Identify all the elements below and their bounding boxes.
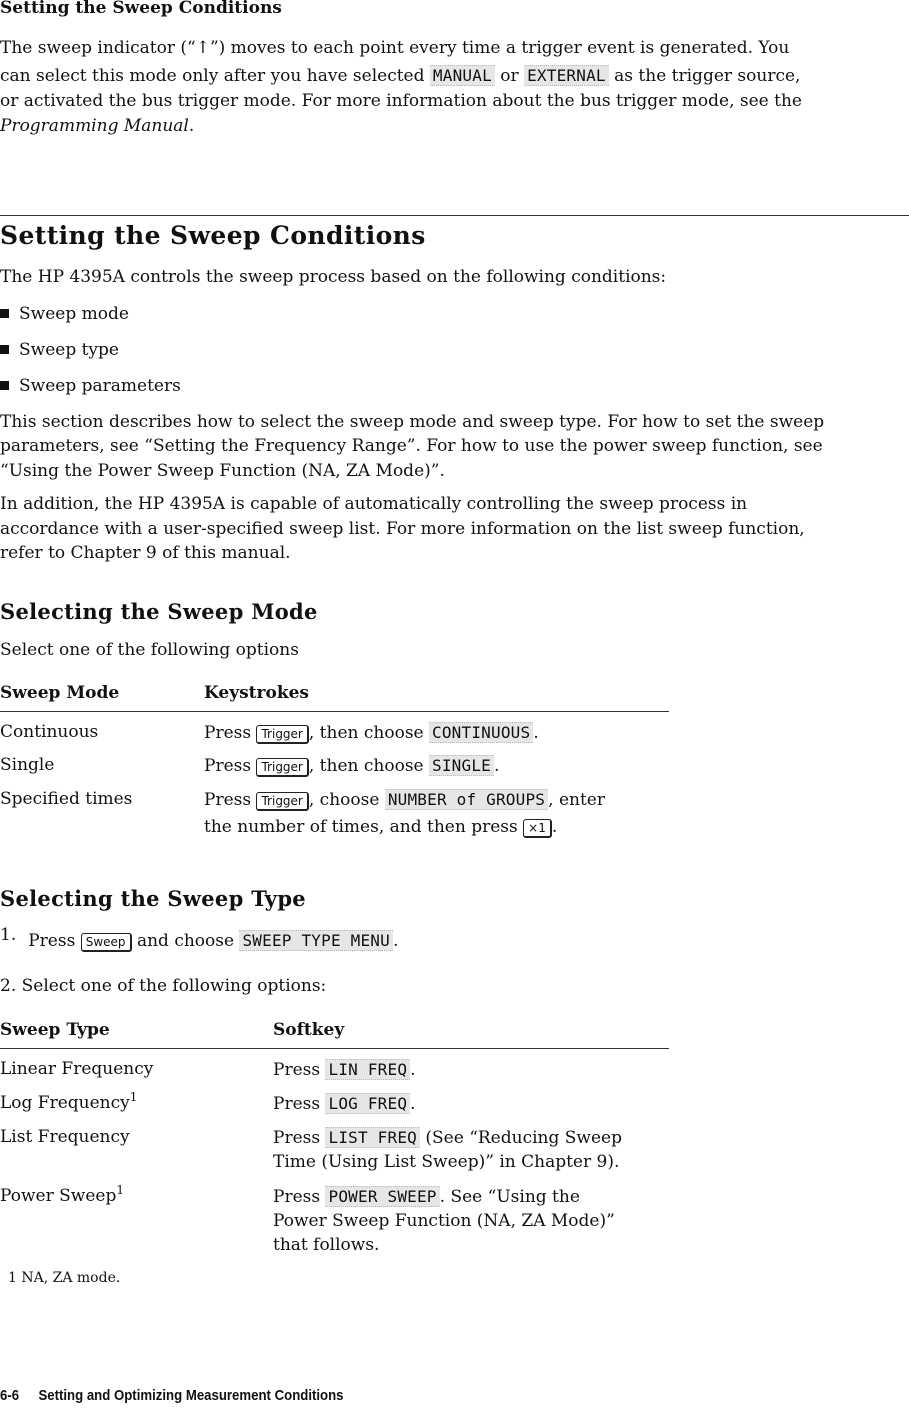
- table-header-sweep-type: Sweep Type: [0, 1020, 110, 1040]
- row-sweep-type: List Frequency: [0, 1127, 130, 1147]
- external-softkey: EXTERNAL: [524, 65, 609, 86]
- row-softkey: Press LIST FREQ (See “Reducing Sweep: [273, 1128, 622, 1148]
- bullet-square-icon: [0, 345, 9, 354]
- trigger-paragraph-line-3: or activated the bus trigger mode. For more information about the bus trigger mode, see the: [0, 91, 802, 111]
- row-softkey-continued: Time (Using List Sweep)” in Chapter 9).: [273, 1152, 620, 1172]
- sweep-type-title: Selecting the Sweep Type: [0, 886, 306, 911]
- bullet-item: Sweep mode: [0, 302, 129, 327]
- x1-hardkey: ×1: [523, 819, 552, 838]
- log-freq-softkey: LOG FREQ: [325, 1093, 410, 1114]
- row-softkey: Press LIN FREQ .: [273, 1060, 416, 1080]
- list-freq-softkey: LIST FREQ: [325, 1127, 420, 1148]
- row-sweep-type: Log Frequency$^1$: [0, 1090, 138, 1113]
- step-number: 1.: [0, 925, 17, 945]
- power-sweep-softkey: POWER SWEEP: [325, 1186, 439, 1207]
- row-softkey: Press LOG FREQ .: [273, 1094, 416, 1114]
- number-of-groups-softkey: NUMBER of GROUPS: [385, 789, 548, 810]
- step-1: 1. Press Sweep and choose SWEEP TYPE MENU .: [0, 925, 399, 951]
- row-sweep-type: Linear Frequency: [0, 1059, 154, 1079]
- row-sweep-mode: Specified times: [0, 789, 133, 809]
- section-intro: The HP 4395A controls the sweep process based on the following conditions:: [0, 267, 667, 287]
- section-para3-line-3: refer to Chapter 9 of this manual.: [0, 543, 291, 563]
- row-softkey: Press POWER SWEEP . See “Using the: [273, 1187, 580, 1207]
- bullet-item: Sweep parameters: [0, 374, 181, 399]
- table-footnote: 1 NA, ZA mode.: [8, 1270, 121, 1286]
- section-para3-line-2: accordance with a user-specified sweep list. For more information on the list sweep function,: [0, 519, 805, 539]
- bullet-item: Sweep type: [0, 338, 119, 363]
- section-para3-line-1: In addition, the HP 4395A is capable of automatically controlling the sweep process in: [0, 494, 748, 514]
- row-sweep-type: Power Sweep$^1$: [0, 1183, 124, 1206]
- continuous-softkey: CONTINUOUS: [429, 722, 533, 743]
- sweep-type-table: [0, 1018, 669, 1048]
- table-header-softkey: Softkey: [273, 1020, 345, 1040]
- section-para2-line-3: “Using the Power Sweep Function (NA, ZA Mode)”.: [0, 461, 445, 481]
- footnote-marker: 1: [116, 1183, 124, 1197]
- section-para2-line-1: This section describes how to select the sweep mode and sweep type. For how to set the sweep: [0, 412, 825, 432]
- sweep-mode-intro: Select one of the following options: [0, 640, 299, 660]
- trigger-hardkey: Trigger: [256, 758, 308, 777]
- sweep-type-menu-softkey: SWEEP TYPE MENU: [239, 930, 393, 951]
- chapter-title: Setting and Optimizing Measurement Conditions: [38, 1387, 344, 1404]
- trigger-paragraph-line-1: The sweep indicator (“↑”) moves to each point every time a trigger event is generated. You: [0, 38, 790, 58]
- row-keystrokes: Press Trigger , choose NUMBER of GROUPS , enter: [204, 790, 605, 810]
- bullet-square-icon: [0, 381, 9, 390]
- trigger-paragraph-line-4: Programming Manual.: [0, 116, 195, 136]
- section-title: Setting the Sweep Conditions: [0, 221, 426, 250]
- page-number: 6-6: [0, 1387, 20, 1404]
- trigger-hardkey: Trigger: [256, 725, 308, 744]
- section-para2-line-2: parameters, see “Setting the Frequency Range”. For how to use the power sweep function, see: [0, 436, 823, 456]
- row-keystrokes: Press Trigger , then choose SINGLE .: [204, 756, 500, 776]
- step-2: 2. Select one of the following options:: [0, 976, 327, 996]
- footnote-marker: 1: [129, 1090, 138, 1104]
- row-keystrokes-continued: the number of times, and then press ×1 .: [204, 817, 558, 837]
- sweep-hardkey: Sweep: [81, 933, 132, 952]
- continued-section-title: Setting the Sweep Conditions: [0, 0, 282, 18]
- row-keystrokes: Press Trigger , then choose CONTINUOUS .: [204, 723, 539, 743]
- single-softkey: SINGLE: [429, 755, 494, 776]
- sweep-mode-title: Selecting the Sweep Mode: [0, 599, 318, 624]
- table-header-keystrokes: Keystrokes: [204, 683, 309, 703]
- trigger-paragraph-line-2: can select this mode only after you have selected MANUAL or EXTERNAL as the trigger source,: [0, 66, 801, 86]
- page-footer: [0, 1383, 344, 1408]
- row-softkey-continued: Power Sweep Function (NA, ZA Mode)”: [273, 1211, 615, 1231]
- bullet-square-icon: [0, 309, 9, 318]
- section-divider: [0, 215, 909, 216]
- row-sweep-mode: Continuous: [0, 722, 99, 742]
- row-softkey-continued: that follows.: [273, 1235, 380, 1255]
- lin-freq-softkey: LIN FREQ: [325, 1059, 410, 1080]
- table-rule: [0, 711, 669, 712]
- trigger-hardkey: Trigger: [256, 792, 308, 811]
- manual-softkey: MANUAL: [430, 65, 495, 86]
- table-header-sweep-mode: Sweep Mode: [0, 683, 120, 703]
- table-rule: [0, 1048, 669, 1049]
- row-sweep-mode: Single: [0, 755, 55, 775]
- programming-manual-reference: Programming Manual: [0, 116, 189, 136]
